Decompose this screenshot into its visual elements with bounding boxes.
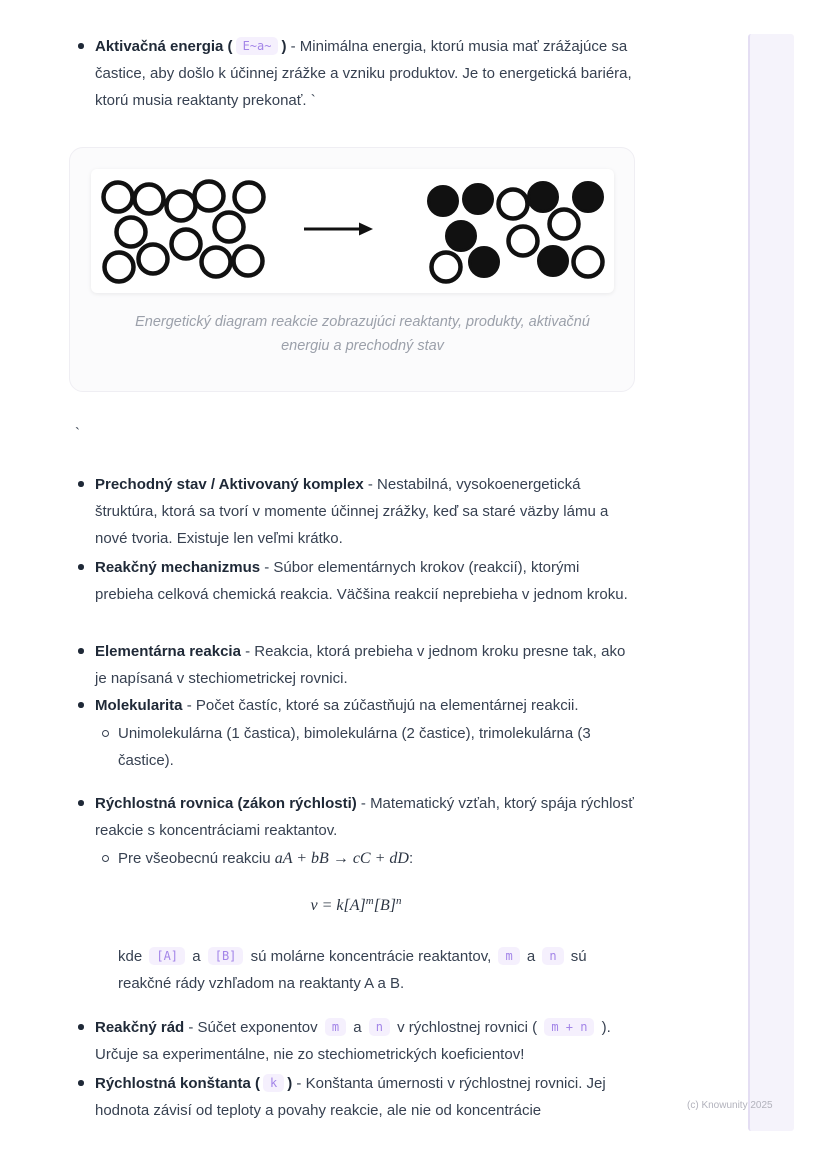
bullet-marker [78,481,84,487]
right-page-edge [748,34,794,1131]
formula-exponent-m: m [365,895,374,907]
rate-law-formula [75,888,637,919]
bullet-reakcny-mechanizmus [75,554,637,608]
product-circle [464,185,493,214]
reactant-circle [202,248,231,277]
product-circle [432,253,461,282]
inline-code-m-plus-n: m + n [544,1018,594,1036]
bullet-text: - Minimálna energia, ktorú musia mať zrážajúce sa častice, aby došlo k účinnej zrážke a vzniku produktov. Je to energetická bariéra, ktorú musia reaktanty prekonať. ` [95,38,632,109]
bullet-aktivacna-energia [75,33,637,114]
product-circle [529,183,558,212]
term-rychlostna-konstanta: Rýchlostná konštanta ( [95,1075,261,1092]
reaction-diagram [91,169,614,293]
term-aktivacna-energia: Aktivačná energia ( [95,38,233,55]
reactant-circle [117,218,146,247]
term-prechodny-stav: Prechodný stav / Aktivovaný komplex [95,476,364,493]
bullet-prechodny-stav [75,471,637,552]
reactant-circle [135,185,164,214]
bullet-reakcny-rad [75,1014,637,1068]
reactant-circle [215,213,244,242]
figure-card [69,147,635,392]
reactant-circle [167,192,196,221]
bullet-text: v rýchlostnej rovnici ( [392,1019,542,1036]
bullet-marker [78,43,84,49]
reaction-arrow [304,223,373,236]
inline-code-conc-a: [A] [149,947,185,965]
paragraph-text: sú molárne koncentrácie reaktantov, [246,948,496,965]
bullet-text: a [349,1019,366,1036]
reactant-circle [105,253,134,282]
product-circle [429,187,458,216]
reaction-image [91,169,614,293]
formula-mid: [B] [373,897,396,914]
product-circle [550,210,579,239]
bullet-marker [78,1080,84,1086]
bullet-text: - Počet častíc, ktoré sa zúčastňujú na elementárnej reakcii. [182,697,579,714]
watermark: (c) Knowunity 2025 [687,1100,773,1111]
formula-exponent-n: n [395,895,402,907]
bullet-marker [78,702,84,708]
inline-code-m: m [325,1018,346,1036]
sub-bullet-text: Unimolekulárna (1 častica), bimolekulárna (2 častice), trimolekulárna (3 častice). [118,725,591,769]
sub-bullet-text: Pre všeobecnú reakciu [118,850,275,867]
bullet-text: ). Určuje sa experimentálne, nie zo stechiometrických koeficientov! [95,1019,611,1063]
paragraph-text: kde [118,948,147,965]
product-circle [509,227,538,256]
bullet-marker [78,1024,84,1030]
product-circle [574,183,603,212]
product-circle [574,248,603,277]
sub-bullet-marker [102,730,109,737]
reactant-circle [235,183,264,212]
bullet-rychlostna-konstanta [75,1070,637,1124]
reactant-circle [172,230,201,259]
formula-base: v = k[A] [310,897,366,914]
bullet-marker [78,800,84,806]
product-circles [429,183,603,282]
bullet-elementarna-reakcia [75,638,637,692]
bullet-text: - Nestabilná, vysokoenergetická štruktúra, ktorá sa tvorí v momente účinnej zrážky, keď sa staré väzby lámu a nové tvoria. Existuje len veľmi krátko. [95,476,609,547]
bullet-marker [78,648,84,654]
sub-bullet-molekularita [95,720,637,774]
term-close-paren: ) [281,38,287,55]
term-elementarna-reakcia: Elementárna reakcia [95,643,241,660]
product-circle [499,190,528,219]
bullet-marker [78,564,84,570]
paragraph-text: a [188,948,205,965]
term-reakcny-mechanizmus: Reakčný mechanizmus [95,559,261,576]
sub-bullet-marker [102,855,109,862]
product-circle [539,247,568,276]
inline-code-ea: E~a~ [236,37,279,55]
term-close-paren: ) [287,1075,293,1092]
reactant-circle [104,183,133,212]
sub-bullet-vseobecna-reakcia [95,845,637,872]
stray-backtick: ` [75,425,80,442]
paragraph-kde [75,943,637,997]
term-rychlostna-rovnica: Rýchlostná rovnica (zákon rýchlosti) [95,795,357,812]
figure-caption: Energetický diagram reakcie zobrazujúci reaktanty, produkty, aktivačnú energiu a prechodný stav [135,314,590,354]
bullet-text: - Konštanta úmernosti v rýchlostnej rovnici. Jej hodnota závisí od teploty a povahy reakcie, ale nie od koncentrácie [95,1075,606,1119]
reactant-circle [139,245,168,274]
inline-code-m: m [498,947,519,965]
reactant-circle [234,247,263,276]
bullet-text: - Reakcia, ktorá prebieha v jednom kroku presne tak, ako je napísaná v stechiometrickej rovnici. [95,643,626,687]
inline-math-reaction: aA + bB → cC + dD [274,850,409,867]
product-circle [447,222,476,251]
bullet-text: - Matematický vzťah, ktorý spája rýchlosť reakcie s koncentráciami reaktantov. [95,795,634,839]
reactant-circle [195,182,224,211]
bullet-molekularita [75,692,637,774]
term-reakcny-rad: Reakčný rád [95,1019,185,1036]
term-molekularita: Molekularita [95,697,183,714]
inline-code-n: n [369,1018,390,1036]
product-circle [470,248,499,277]
inline-code-k: k [263,1074,284,1092]
bullet-text: - Súbor elementárnych krokov (reakcií), ktorými prebieha celková chemická reakcia. Väčšina reakcií neprebieha v jednom kroku. [95,559,628,603]
bullet-rychlostna-rovnica [75,790,637,872]
paragraph-text: sú reakčné rády vzhľadom na reaktanty A a B. [118,948,587,992]
note-content [75,0,637,1171]
reactant-circles [104,182,264,282]
inline-code-conc-b: [B] [208,947,244,965]
sub-bullet-colon: : [408,850,414,867]
bullet-text: - Súčet exponentov [184,1019,322,1036]
inline-code-n: n [542,947,563,965]
paragraph-text: a [522,948,540,965]
formula-expression [311,897,402,914]
